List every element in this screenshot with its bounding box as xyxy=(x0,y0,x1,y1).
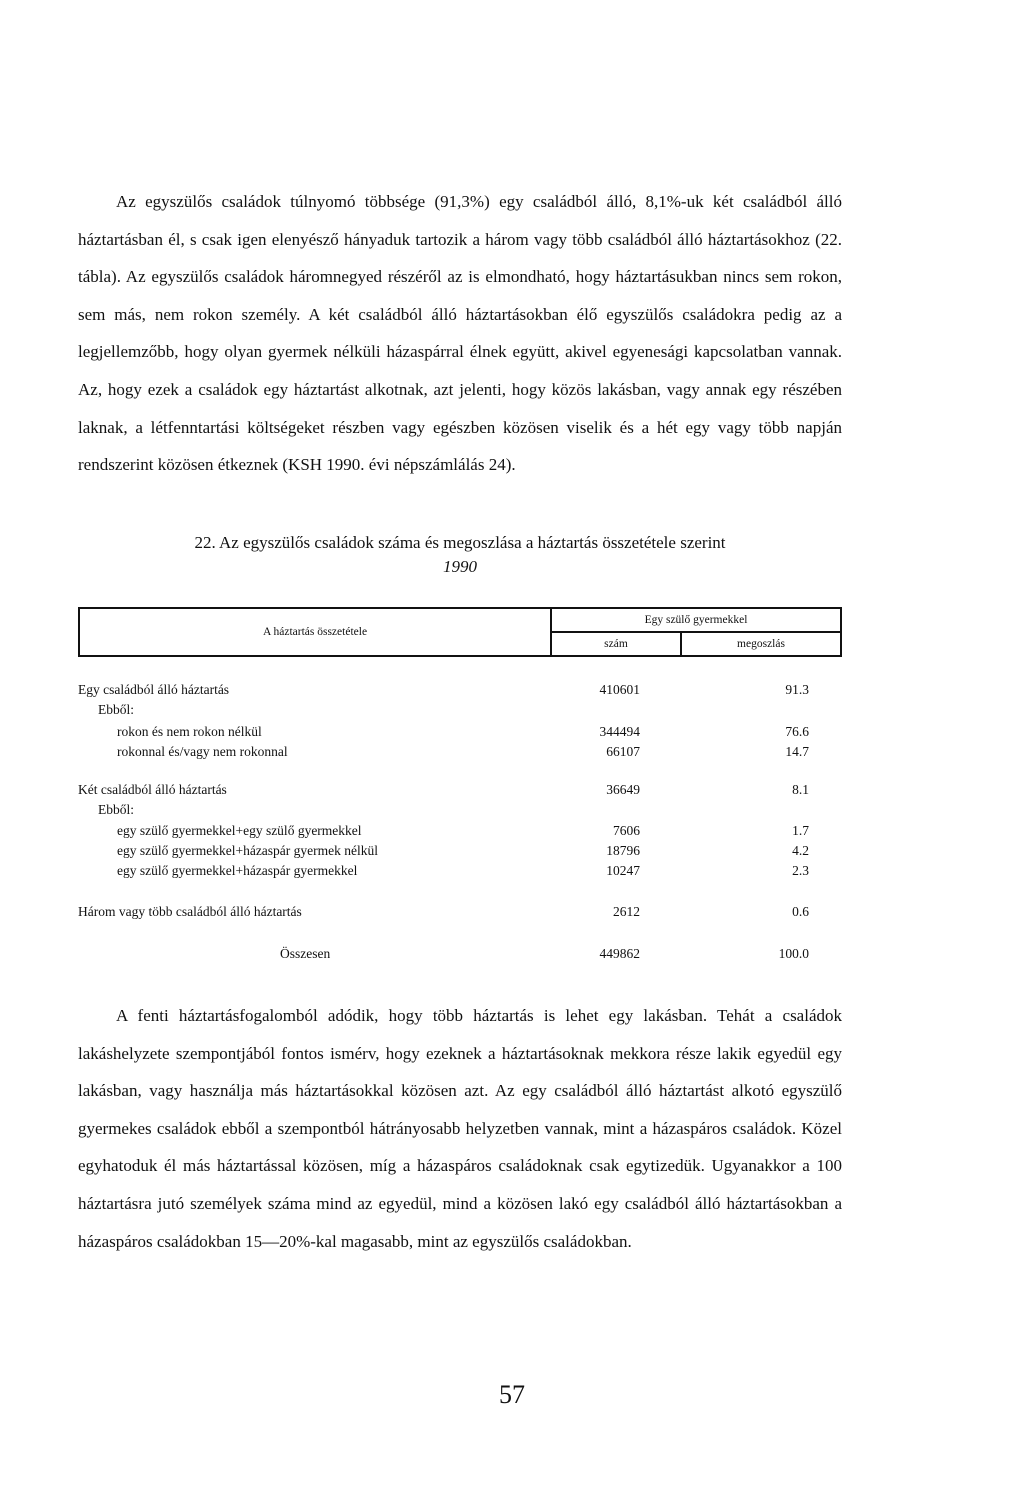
row-label: Három vagy több családból álló háztartás xyxy=(78,904,302,919)
page-number: 57 xyxy=(499,1380,525,1409)
header-row-label: A háztartás összetétele xyxy=(80,609,552,655)
row-label: Egy családból álló háztartás xyxy=(78,682,230,697)
row-num: 2612 xyxy=(613,904,640,919)
table-row xyxy=(0,680,1024,700)
table-caption: 22. Az egyszülős családok száma és megoszlása a háztartás összetétele szerint xyxy=(194,533,726,552)
table-row xyxy=(0,742,1024,762)
table-row xyxy=(0,821,1024,841)
table-row xyxy=(0,861,1024,881)
row-pct: 14.7 xyxy=(785,744,809,759)
table-row xyxy=(0,722,1024,742)
row-num: 66107 xyxy=(606,744,640,759)
header-group: Egy szülő gyermekkel xyxy=(552,609,840,633)
table-year: 1990 xyxy=(443,557,477,576)
row-label: Ebből: xyxy=(98,802,134,817)
table-header xyxy=(78,607,842,657)
row-pct: 76.6 xyxy=(785,724,809,739)
header-col-megoszlas: megoszlás xyxy=(737,638,785,650)
row-label: Összesen xyxy=(280,946,331,961)
row-pct: 1.7 xyxy=(792,823,809,838)
table-row xyxy=(0,700,1024,720)
row-pct: 100.0 xyxy=(778,946,809,961)
row-label: Két családból álló háztartás xyxy=(78,782,227,797)
table-row xyxy=(0,780,1024,800)
row-label: egy szülő gyermekkel+egy szülő gyermekkel xyxy=(117,823,362,838)
row-pct: 8.1 xyxy=(792,782,809,797)
row-pct: 2.3 xyxy=(792,863,809,878)
row-num: 36649 xyxy=(606,782,640,797)
row-num: 449862 xyxy=(599,946,640,961)
row-pct: 91.3 xyxy=(785,682,809,697)
row-pct: 0.6 xyxy=(792,904,809,919)
table-row xyxy=(0,841,1024,861)
table-row-total xyxy=(0,944,1024,964)
row-label: egy szülő gyermekkel+házaspár gyermek nélkül xyxy=(117,843,379,858)
row-num: 10247 xyxy=(606,863,640,878)
row-pct: 4.2 xyxy=(792,843,809,858)
row-num: 344494 xyxy=(599,724,640,739)
table-row xyxy=(0,902,1024,922)
paragraph-1: Az egyszülős családok túlnyomó többsége (91,3%) egy családból álló, 8,1%-uk két családból álló háztartásban él, s csak igen elenyésző hányaduk tartozik a három vagy több családból álló háztartásokhoz (22. tábla). Az egyszülős családok háromnegyed részéről az is elmondható, hogy háztartásukban nincs sem rokon, sem más, nem rokon személy. A két családból álló háztartásokban élő egyszülős családokra pedig az a legjellemzőbb, hogy olyan gyermek nélküli házaspárral élnek együtt, akivel egyenesági kapcsolatban vannak. Az, hogy ezek a családok egy háztartást alkotnak, azt jelenti, hogy közös lakásban, vagy annak egy részében laknak, a létfenntartási költségeket részben vagy egészben közösen viselik és a hét egy vagy több napján rendszerint közösen étkeznek (KSH 1990. évi népszámlálás 24). xyxy=(78,192,842,475)
row-num: 7606 xyxy=(613,823,640,838)
row-label: Ebből: xyxy=(98,702,134,717)
row-label: egy szülő gyermekkel+házaspár gyermekkel xyxy=(117,863,358,878)
table-row xyxy=(0,800,1024,820)
header-col-szam: szám xyxy=(552,633,682,655)
row-label: rokonnal és/vagy nem rokonnal xyxy=(117,744,288,759)
row-num: 410601 xyxy=(599,682,640,697)
row-num: 18796 xyxy=(606,843,640,858)
row-label: rokon és nem rokon nélkül xyxy=(117,724,262,739)
paragraph-2: A fenti háztartásfogalomból adódik, hogy több háztartás is lehet egy lakásban. Tehát a családok lakáshelyzete szempontjából fontos ismérv, hogy ezeknek a háztartásoknak mekkora része lakik egyedül egy lakásban, vagy használja más háztartásokkal közösen azt. Az egy családból álló háztartást alkotó egyszülő gyermekes családok ebből a szempontból hátrányosabb helyzetben vannak, mint a házaspáros családok. Közel egyhatoduk él más háztartással közösen, míg a házaspáros családoknak csak egytizedük. Ugyanakkor a 100 háztartásra jutó személyek száma mind az egyedül, mind a közösen lakó egy családból álló háztartásokban a házaspáros családokban 15—20%-kal magasabb, mint az egyszülős családokban. xyxy=(78,1006,842,1251)
